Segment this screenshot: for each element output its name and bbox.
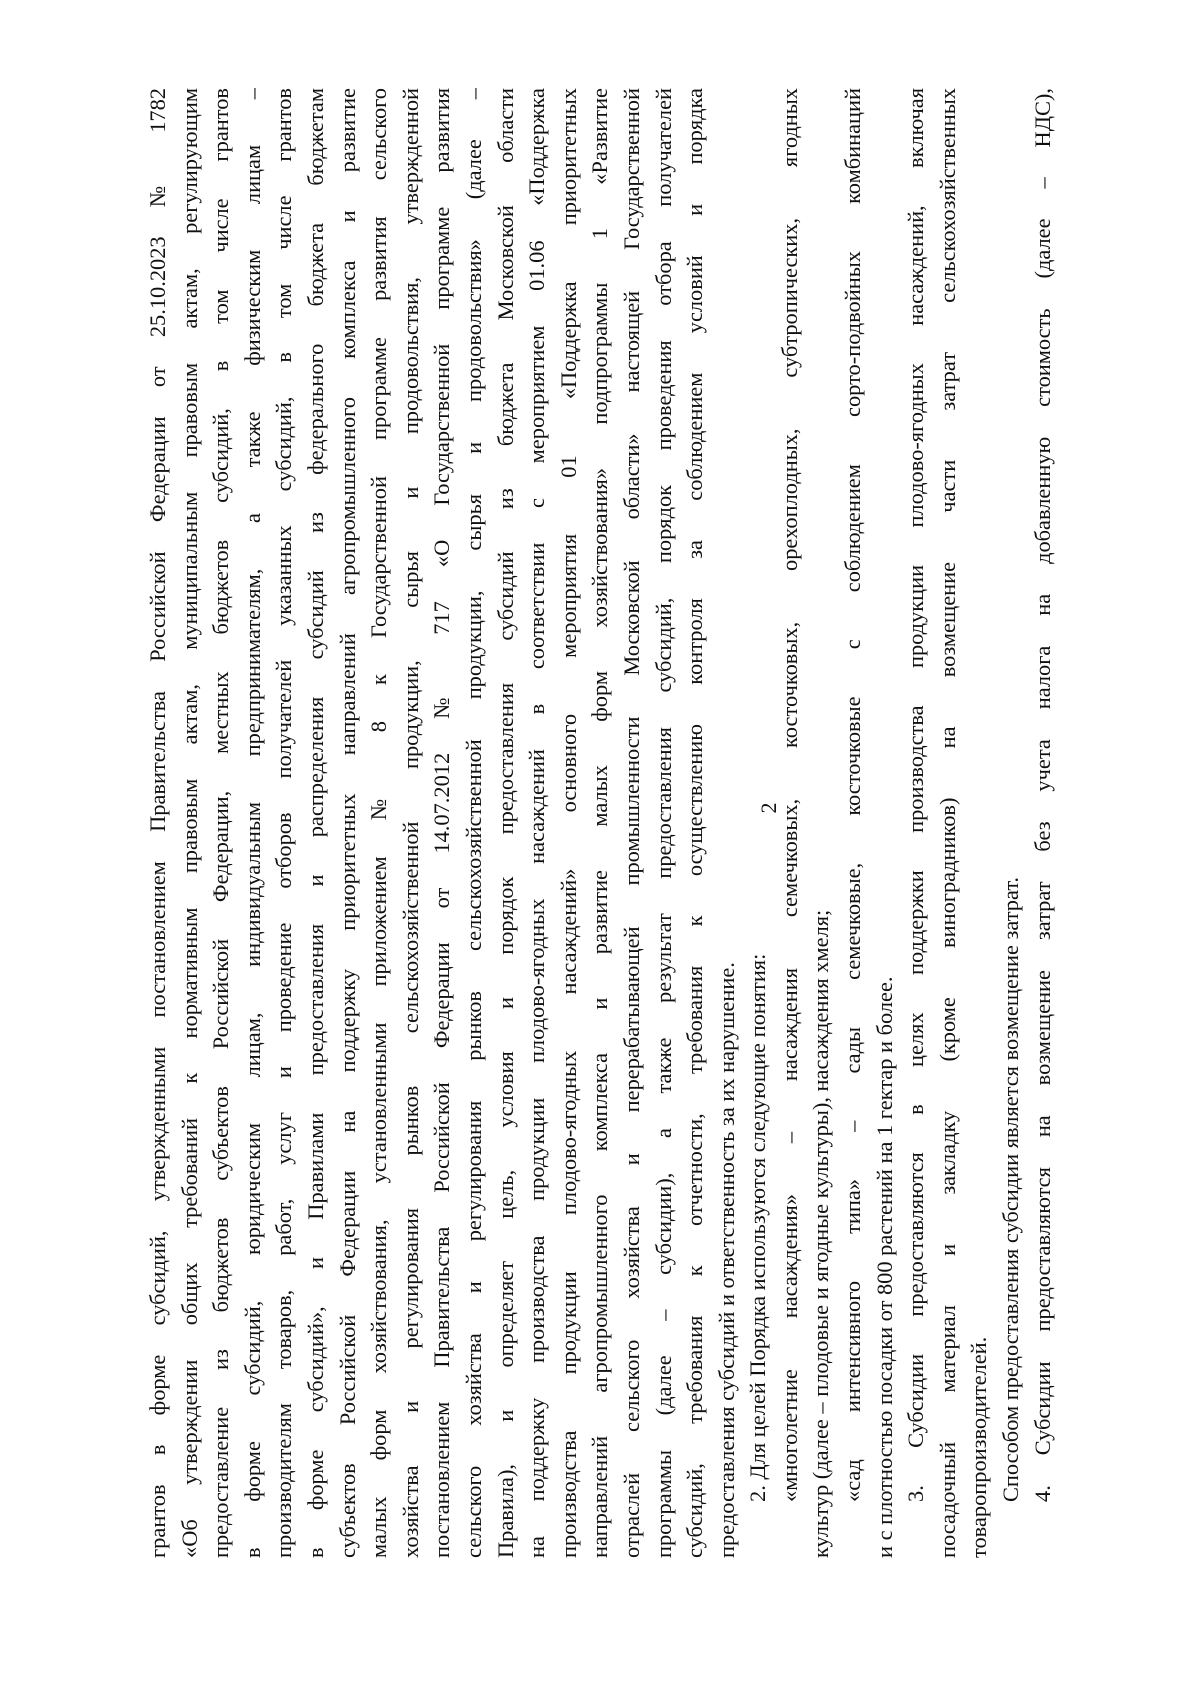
text-line: товаропроизводителей.	[966, 1336, 992, 1558]
document-body	[142, 88, 1058, 1558]
text-line: хозяйства и регулирования рынков сельскохозяйственной продукции, сырья и продовольствия, утвержденной	[397, 88, 423, 1558]
text-line: 4. Субсидии предоставляются на возмещение затрат без учета налога на добавленную стоимость (далее – НДС),	[1029, 88, 1055, 1502]
text-line: «многолетние насаждения» – насаждения семечковых, косточковых, орехоплодных, субтропических, ягодных	[776, 88, 802, 1502]
text-line: посадочный материал и закладку (кроме виноградников) на возмещение части затрат сельскохозяйственных	[934, 88, 960, 1558]
text-line: грантов в форме субсидий, утвержденными постановлением Правительства Российской Федерации от 25.10.2023 № 1782	[145, 88, 170, 1558]
text-line: на поддержку производства продукции плодово-ягодных насаждений в соответствии с мероприятием 01.06 «Поддержка	[524, 88, 550, 1558]
text-line: «Об утверждении общих требований к нормативным правовым актам, муниципальным правовым актам, регулирующим	[176, 88, 202, 1558]
text-line: постановлением Правительства Российской Федерации от 14.07.2012 № 717 «О Государственной программе развития	[429, 88, 455, 1558]
text-line: малых форм хозяйствования, установленными приложением № 8 к Государственной программе развития сельского	[366, 88, 392, 1558]
text-line: предоставление из бюджетов субъектов Российской Федерации, местных бюджетов субсидий, в том числе грантов	[208, 88, 234, 1558]
text-line: субъектов Российской Федерации на поддержку приоритетных направлений агропромышленного комплекса и развитие	[334, 88, 360, 1558]
text-line: производителям товаров, работ, услуг и проведение отборов получателей указанных субсидий, в том числе грантов	[271, 88, 297, 1558]
text-line: отраслей сельского хозяйства и перерабатывающей промышленности Московской области» настоящей Государственной	[618, 88, 644, 1558]
text-line: Способом предоставления субсидии является возмещение затрат.	[998, 876, 1024, 1502]
text-line: направлений агропромышленного комплекса и развитие малых форм хозяйствования» подпрограммы 1 «Развитие	[587, 88, 613, 1558]
page-number: 2	[756, 802, 781, 814]
text-line: предоставления субсидий и ответственность за их нарушение.	[713, 962, 739, 1558]
text-line: Правила), и определяет цель, условия и порядок предоставления субсидий из бюджета Московской области	[492, 88, 518, 1558]
text-line: сельского хозяйства и регулирования рынков сельскохозяйственной продукции, сырья и продовольствия» (далее –	[460, 88, 486, 1558]
text-line: культур (далее – плодовые и ягодные культуры), насаждения хмеля;	[808, 909, 834, 1558]
text-line: в форме субсидий», и Правилами предоставления и распределения субсидий из федерального бюджета бюджетам	[302, 88, 328, 1558]
text-line: «сад интенсивного типа» – сады семечковые, косточковые с соблюдением сорто-подвойных комбинаций	[840, 88, 866, 1502]
text-line: в форме субсидий, юридическим лицам, индивидуальным предпринимателям, а также физическим лицам –	[239, 88, 265, 1558]
text-line: программы (далее – субсидии), а также результат предоставления субсидий, порядок проведения отбора получателей	[650, 88, 676, 1558]
text-line: субсидий, требования к отчетности, требования к осуществлению контроля за соблюдением условий и порядка	[682, 88, 708, 1558]
text-line: производства продукции плодово-ягодных насаждений» основного мероприятия 01 «Поддержка приоритетных	[555, 88, 581, 1558]
text-line: 3. Субсидии предоставляются в целях поддержки производства продукции плодово-ягодных насаждений, включая	[903, 88, 929, 1502]
text-line: 2. Для целей Порядка используются следующие понятия:	[745, 953, 771, 1502]
text-line: и с плотностью посадки от 800 растений на 1 гектар и более.	[871, 976, 897, 1558]
